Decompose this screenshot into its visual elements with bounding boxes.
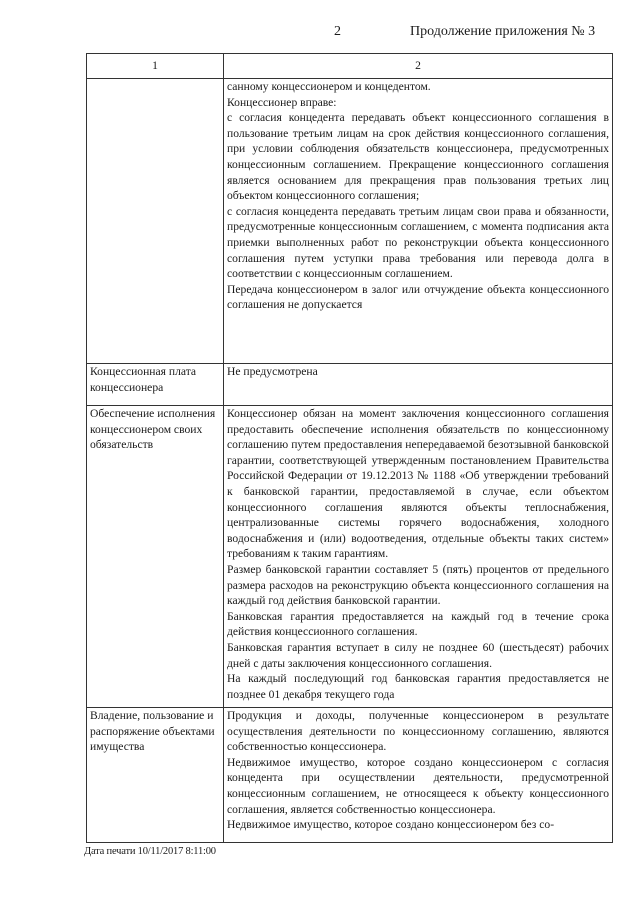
row-content [224,364,613,406]
column-header-2: 2 [224,54,613,79]
page-number: 2 [334,24,341,39]
row-label: Концессионная плата концессионера [87,364,224,406]
paragraph: Банковская гарантия вступает в силу не позднее 60 (шестьдесят) рабочих дней с даты заключения концессионного соглашения. [227,640,609,670]
row-label: Владение, пользование и распоряжение объектами имущества [87,708,224,843]
paragraph: с согласия концедента передавать объект концессионного соглашения в пользование третьим лицам на срок действия концессионного соглашения, при условии соблюдения обязательств концессионера, предусмотренных концессионным соглашением. Прекращение концессионного соглашения является основанием для прекращения прав пользования третьих лиц объектом концессионного соглашения; [227,111,609,203]
row-label [87,79,224,364]
table-row [87,406,613,708]
paragraph: Недвижимое имущество, которое создано концессионером с согласия концедента при осуществлении деятельности, предусмотренной концессионным соглашением, не относящееся к объекту концессионного соглашения, является собственностью концессионера. [227,755,609,816]
paragraph: Передача концессионером в залог или отчуждение объекта концессионного соглашения не допускается [227,282,609,312]
appendix-continuation-title: Продолжение приложения № 3 [410,24,596,39]
row-content [224,79,613,364]
paragraph: Концессионер обязан на момент заключения концессионного соглашения предоставить обеспечение исполнения обязательств по концессионному соглашению путем предоставления непередаваемой безотзывной банковской гарантии, соответствующей утвержденным постановлением Правительства Российской Федерации от 19.12.2013 № 1188 «Об утверждении требований к банковской гарантии, предоставляемой в случае, если объектом концессионного соглашения являются объекты теплоснабжения, централизованные системы горячего водоснабжения, холодного водоснабжения и (или) водоотведения, отдельные объекты таких систем» требованиям к таким гарантиям. [227,407,609,561]
paragraph: Продукция и доходы, полученные концессионером в результате осуществления деятельности по концессионному соглашению, являются собственностью концессионера. [227,709,609,754]
paragraph: Недвижимое имущество, которое создано концессионером без со- [227,818,555,832]
row-label: Обеспечение исполнения концессионером своих обязательств [87,406,224,708]
table-header-row [87,54,613,79]
paragraph: Концессионер вправе: [227,95,337,109]
table-row [87,364,613,406]
paragraph: с согласия концедента передавать третьим лицам свои права и обязанности, предусмотренные концессионным соглашением, с момента подписания акта приемки выполненных работ по реконструкции объекта концессионного соглашения путем уступки права требования или перевода долга в соответствии с концессионным соглашением. [227,204,609,281]
table-row [87,708,613,843]
paragraph: Не предусмотрена [227,365,318,378]
row-content [224,708,613,843]
table-row [87,79,613,364]
column-header-1: 1 [87,54,224,79]
paragraph: На каждый последующий год банковская гарантия предоставляется не позднее 01 декабря текущего года [227,672,609,701]
row-content [224,406,613,708]
concession-terms-table [86,53,613,843]
paragraph: санному концессионером и концедентом. [227,80,431,93]
paragraph: Размер банковской гарантии составляет 5 (пять) процентов от предельного размера расходов на реконструкцию объекта концессионного соглашения на каждый год действия банковской гарантии. [227,562,609,608]
paragraph: Банковская гарантия предоставляется на каждый год в течение срока действия концессионного соглашения. [227,609,609,639]
print-date: Дата печати 10/11/2017 8:11:00 [84,846,216,857]
